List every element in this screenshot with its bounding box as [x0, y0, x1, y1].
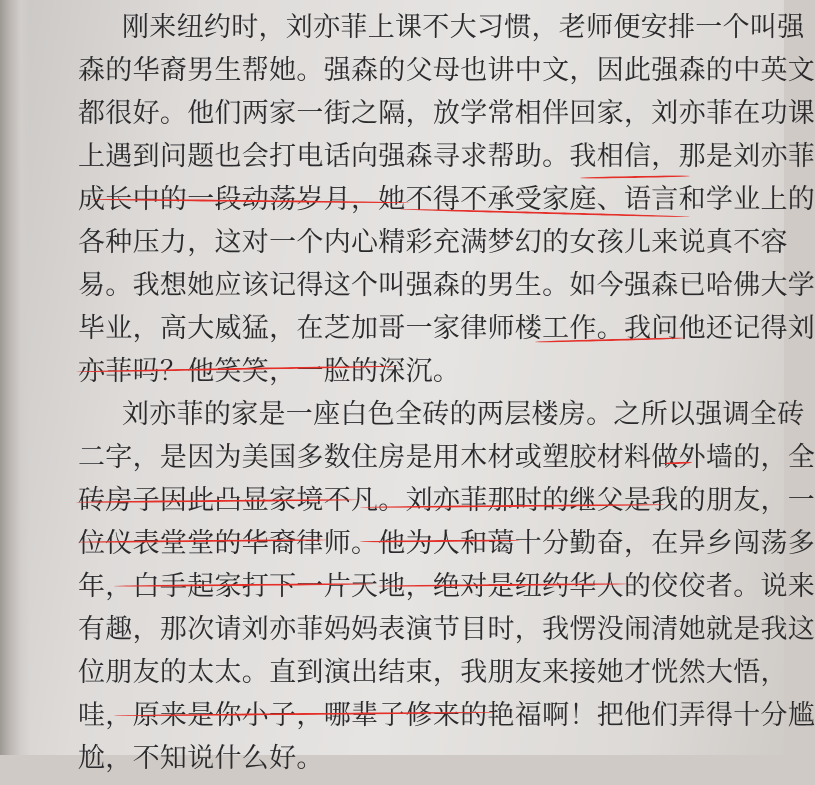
text-line-content: 二字，是因为美国多数住房是用木材或塑胶材料做外墙的， — [78, 442, 788, 473]
text-line-content: 位朋友的太太。直到演出结束，我朋友来接她才恍然大悟， — [78, 657, 788, 688]
text-line-content: 易。我想她应该记得这个叫强森的男生。如今强森已哈佛大学 — [78, 270, 815, 301]
text-line-content: 成长中的一段动荡岁月，她不得不承受家庭、语言和学业上的 — [78, 184, 815, 215]
underlined-phrase: 我问他还记得刘 — [624, 313, 815, 344]
text-line-content: 森的华裔男生帮她。强森的父母也讲中文，因此强森的中英文 — [78, 55, 815, 86]
text-line-content: 刚来纽约时，刘亦菲上课不大习惯，老师便安排一个叫强 — [122, 12, 805, 43]
underlined-phrase: 那是刘亦菲 — [678, 141, 815, 172]
text-line-content: 尬，不知说什么好。 — [78, 743, 324, 774]
underlined-phrase: 刘亦菲那时的继父是我的朋友，一 — [405, 485, 815, 516]
text-line-content: 哇，原来是你小子，哪辈子修来的艳福啊！把他们弄得十分尴 — [78, 700, 815, 731]
text-line-content: 上遇到问题也会打电话向强森寻求帮助。我相信， — [78, 141, 679, 172]
text-line-content: 各种压力，这对一个内心精彩充满梦幻的女孩儿来说真不容 — [78, 227, 788, 258]
text-line-content: 都很好。他们两家一街之隔，放学常相伴回家，刘亦菲在功课 — [78, 98, 815, 129]
underlined-phrase: 砖房子因此凸显家境不凡。 — [78, 485, 406, 516]
text-line-content: 刘亦菲的家是一座白色全砖的两层楼房。之所以强调全砖 — [122, 399, 805, 430]
text-line-content: 位仪表堂堂的华裔律师。他为人和蔼十分勤奋，在异乡闯荡多 — [78, 528, 815, 559]
text-line-content: 毕业，高大威猛，在芝加哥一家律师楼工作。 — [78, 313, 624, 344]
underlined-phrase: 全 — [787, 442, 815, 473]
page-fold-shadow — [0, 0, 30, 755]
text-line-content: 年，白手起家打下一片天地，绝对是纽约华人的佼佼者。说来 — [78, 571, 815, 602]
text-line — [78, 733, 688, 785]
underlined-phrase: 亦菲吗？他笑笑，一脸的深沉。 — [78, 356, 461, 387]
text-line-content: 有趣，那次请刘亦菲妈妈表演节目时，我愣没闹清她就是我这 — [78, 614, 815, 645]
